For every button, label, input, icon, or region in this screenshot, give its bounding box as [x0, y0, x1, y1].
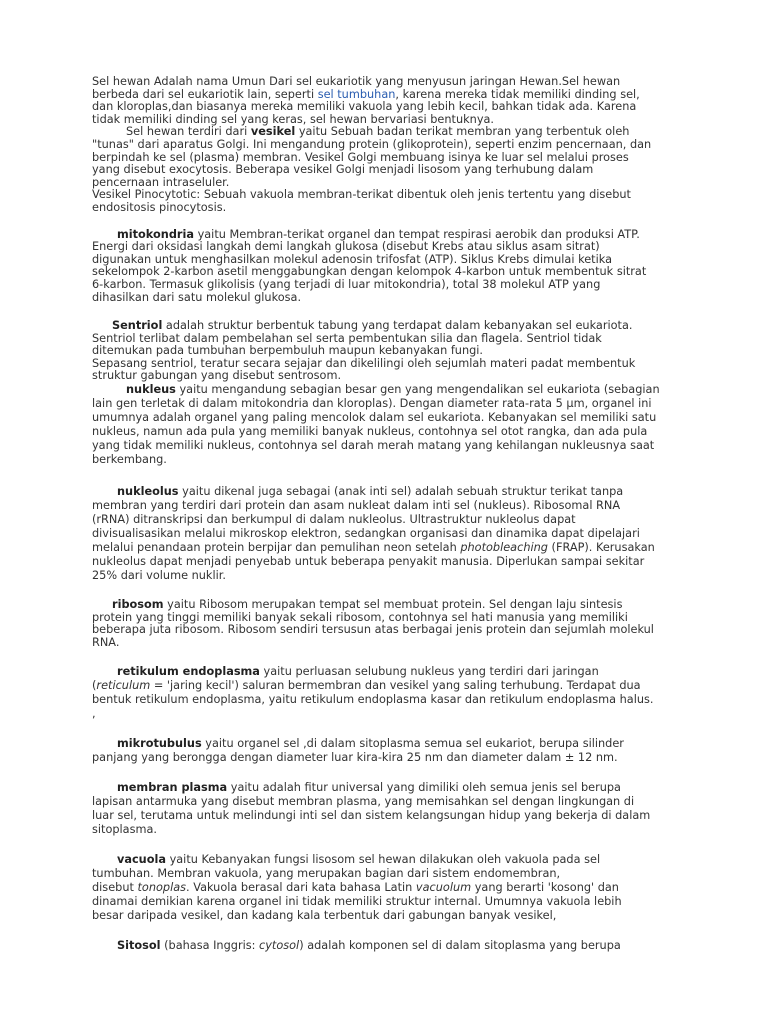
- term-mitokondria: mitokondria: [117, 227, 194, 241]
- text-fragment: yaitu Sebuah badan terikat membran yang terbentuk oleh: [295, 125, 630, 139]
- term-membran-plasma: membran plasma: [117, 781, 228, 795]
- text-line: membran yang terdiri dari protein dan asam nukleat dalam inti sel (nukleus). Ribosomal RNA: [92, 499, 621, 513]
- paragraph-intro: [92, 76, 708, 126]
- text-line: 6-karbon. Termasuk glikolisis (yang terjadi di luar mitokondria), total 38 molekul ATP yang: [92, 277, 601, 291]
- paragraph-retikulum: [92, 665, 708, 721]
- text-line: ditemukan pada tumbuhan berpembuluh maupun kebanyakan fungi.: [92, 344, 484, 358]
- text-line: "tunas" dari aparatus Golgi. Ini mengandung protein (glikoprotein), seperti enzim pencernaan, dan: [92, 137, 652, 151]
- text-line: [92, 737, 708, 751]
- text-line: [92, 599, 708, 612]
- text-line: berpindah ke sel (plasma) membran. Vesikel Golgi membuang isinya ke luar sel melalui proses: [92, 150, 629, 164]
- text-fragment: melalui penandaan protein berpijar dan pemulihan neon setelah: [92, 541, 461, 555]
- paragraph-ribosom: [92, 599, 708, 649]
- text-fragment: . Vakuola berasal dari kata bahasa Latin: [186, 881, 416, 895]
- paragraph-membran-plasma: [92, 781, 708, 837]
- text-line: pencernaan intraseluler.: [92, 175, 230, 189]
- text-line: ,: [92, 707, 96, 721]
- text-line: Sepasang sentriol, teratur secara sejajar dan dikelilingi oleh sejumlah materi padat membentuk: [92, 356, 636, 370]
- text-fragment: = 'jaring kecil') saluran bermembran dan vesikel yang saling terhubung. Terdapat dua: [150, 679, 641, 693]
- text-fragment: yaitu organel sel ,di dalam sitoplasma semua sel eukariot, berupa silinder: [201, 737, 624, 751]
- sel-tumbuhan-link[interactable]: sel tumbuhan: [317, 87, 396, 101]
- text-line: lain gen terletak di dalam mitokondria dan kloroplas). Dengan diameter rata-rata 5 μm, organel ini: [92, 397, 652, 411]
- text-line: Sentriol terlibat dalam pembelahan sel serta pembentukan silia dan flagela. Sentriol tidak: [92, 331, 602, 345]
- text-fragment: Sel hewan terdiri dari: [126, 125, 251, 139]
- text-line: RNA.: [92, 635, 120, 649]
- term-sitosol: Sitosol: [117, 939, 161, 953]
- text-fragment: yaitu Kebanyakan fungsi lisosom sel hewan dilakukan oleh vakuola pada sel: [165, 853, 601, 867]
- text-line: [92, 679, 708, 693]
- text-line: [92, 383, 708, 397]
- text-line: nukleolus dapat menjadi penyebab untuk beberapa penyakit manusia. Diperlukan sampai sekitar: [92, 555, 645, 569]
- text-line: protein yang tinggi memiliki banyak sekali ribosom, contohnya sel hati manusia yang memiliki: [92, 610, 628, 624]
- text-fragment: yaitu mengandung sebagian besar gen yang mengendalikan sel eukariota (sebagian: [175, 383, 660, 397]
- paragraph-nukleolus: [92, 485, 708, 583]
- text-fragment: ) adalah komponen sel di dalam sitoplasma yang berupa: [299, 939, 621, 953]
- text-line: dihasilkan dari satu molekul glukosa.: [92, 290, 302, 304]
- text-line: beberapa juta ribosom. Ribosom sendiri tersusun atas berbagai jenis protein dan sejumlah molekul: [92, 623, 654, 637]
- text-line: dinamai demikian karena organel ini tidak memiliki struktur internal. Umumnya vakuola lebih: [92, 895, 622, 909]
- term-reticulum: reticulum: [96, 679, 151, 693]
- text-line: Sel hewan Adalah nama Umun Dari sel eukariotik yang menyusun jaringan Hewan.Sel hewan: [92, 75, 621, 88]
- text-line: berkembang.: [92, 453, 167, 467]
- text-fragment: yaitu perluasan selubung nukleus yang terdiri dari jaringan: [259, 665, 599, 679]
- text-line: [92, 665, 708, 679]
- text-fragment: berbeda dari sel eukariotik lain, seperti: [92, 87, 318, 101]
- text-fragment: disebut: [92, 881, 138, 895]
- text-line: struktur gabungan yang disebut sentrosom.: [92, 369, 342, 383]
- term-nukleolus: nukleolus: [117, 485, 179, 499]
- text-line: [92, 781, 708, 795]
- text-fragment: , karena mereka tidak memiliki dinding sel,: [395, 87, 640, 101]
- text-line: endositosis pinocytosis.: [92, 200, 227, 214]
- term-vesikel: vesikel: [250, 125, 296, 139]
- paragraph-sitosol: [92, 939, 708, 953]
- text-fragment: yaitu Membran-terikat organel dan tempat respirasi aerobik dan produksi ATP.: [193, 227, 640, 241]
- text-line: divisualisasikan melalui mikroskop elektron, sedangkan organisasi dan dinamika dapat dipelajari: [92, 527, 640, 541]
- term-cytosol: cytosol: [259, 939, 300, 953]
- text-fragment: yaitu dikenal juga sebagai (anak inti sel) adalah sebuah struktur terikat tanpa: [178, 485, 624, 499]
- text-line: tidak memiliki dinding sel yang keras, sel hewan bervariasi bentuknya.: [92, 112, 495, 126]
- paragraph-nukleus: [92, 383, 708, 467]
- text-line: Vesikel Pinocytotic: Sebuah vakuola membran-terikat dibentuk oleh jenis tertentu yang disebut: [92, 188, 631, 202]
- text-line: sekelompok 2-karbon asetil menggabungkan dengan kelompok 4-karbon untuk membentuk sitrat: [92, 265, 647, 279]
- text-line: besar daripada vesikel, dan kadang kala terbentuk dari gabungan banyak vesikel,: [92, 909, 557, 923]
- text-fragment: (: [92, 679, 97, 693]
- text-line: [92, 320, 708, 333]
- text-line: umumnya adalah organel yang paling mencolok dalam sel eukariota. Kebanyakan sel memiliki satu: [92, 411, 657, 425]
- text-line: lapisan antarmuka yang disebut membran plasma, yang memisahkan sel dengan lingkungan di: [92, 795, 635, 809]
- term-mikrotubulus: mikrotubulus: [117, 737, 202, 751]
- text-line: nukleus, namun ada pula yang memiliki banyak nukleus, contohnya sel otot rangka, dan ada pula: [92, 425, 648, 439]
- text-line: yang tidak memiliki nukleus, contohnya sel darah merah matang yang kehilangan nukleusnya saat: [92, 439, 655, 453]
- term-nukleus: nukleus: [126, 383, 176, 397]
- term-vacuolum: vacuolum: [415, 881, 472, 895]
- text-line: [92, 541, 708, 555]
- paragraph-vacuola: [92, 853, 708, 923]
- text-fragment: (FRAP). Kerusakan: [547, 541, 655, 555]
- text-line: [92, 939, 708, 953]
- text-line: digunakan untuk menghasilkan molekul adenosin trifosfat (ATP). Siklus Krebs dimulai ketika: [92, 252, 612, 266]
- text-line: yang disebut exocytosis. Beberapa vesikel Golgi menjadi lisosom yang terhubung dalam: [92, 163, 594, 177]
- text-line: bentuk retikulum endoplasma, yaitu retikulum endoplasma kasar dan retikulum endoplasma halus.: [92, 693, 654, 707]
- term-photobleaching: photobleaching: [460, 541, 548, 555]
- text-fragment: (bahasa Inggris:: [160, 939, 260, 953]
- text-line: panjang yang berongga dengan diameter luar kira-kira 25 nm dan diameter dalam ± 12 nm.: [92, 751, 618, 765]
- paragraph-mitokondria: [92, 229, 708, 305]
- text-fragment: yaitu Ribosom merupakan tempat sel membuat protein. Sel dengan laju sintesis: [163, 598, 623, 612]
- text-line: dan kloroplas,dan biasanya mereka memiliki vakuola yang lebih kecil, bahkan tidak ada. Karena: [92, 100, 637, 114]
- text-line: [92, 485, 708, 499]
- text-line: [92, 853, 708, 867]
- text-fragment: yaitu adalah fitur universal yang dimiliki oleh semua jenis sel berupa: [227, 781, 621, 795]
- text-line: [92, 881, 708, 895]
- text-line: (rRNA) ditranskripsi dan berkumpul di dalam nukleolus. Ultrastruktur nukleolus dapat: [92, 513, 576, 527]
- text-fragment: adalah struktur berbentuk tabung yang terdapat dalam kebanyakan sel eukariota.: [162, 319, 633, 333]
- paragraph-mikrotubulus: [92, 737, 708, 765]
- text-line: tumbuhan. Membran vakuola, yang merupakan bagian dari sistem endomembran,: [92, 867, 561, 881]
- text-fragment: yang berarti 'kosong' dan: [471, 881, 619, 895]
- term-tonoplas: tonoplas: [137, 881, 187, 895]
- text-line: sitoplasma.: [92, 823, 158, 837]
- paragraph-sentriol: [92, 320, 708, 383]
- text-line: 25% dari volume nuklir.: [92, 569, 226, 583]
- text-line: luar sel, terutama untuk melindungi inti sel dan sistem kelangsungan hidup yang bekerja di dalam: [92, 809, 651, 823]
- term-vacuola: vacuola: [117, 853, 166, 867]
- term-ribosom: ribosom: [112, 598, 164, 612]
- text-line: Energi dari oksidasi langkah demi langkah glukosa (disebut Krebs atau siklus asam sitrat): [92, 240, 600, 254]
- term-sentriol: Sentriol: [112, 319, 163, 333]
- term-retikulum-endoplasma: retikulum endoplasma: [117, 665, 260, 679]
- paragraph-vesikel: [92, 126, 708, 214]
